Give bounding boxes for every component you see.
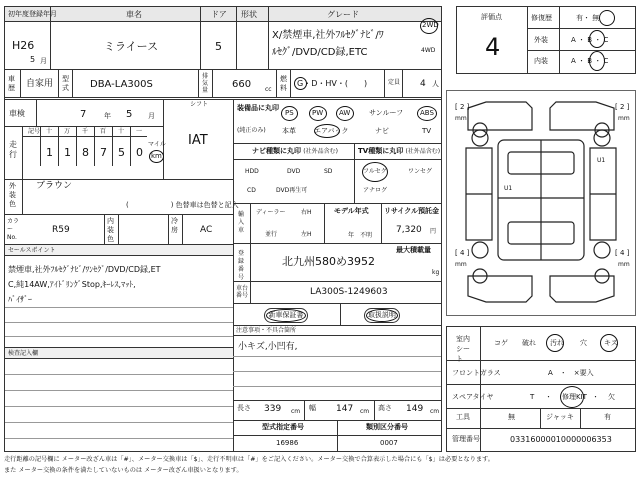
- disp-value: 660: [232, 79, 252, 90]
- shape-label: 形状: [241, 10, 257, 19]
- model-year-value: 年 不明: [348, 232, 373, 239]
- inspector-header: [5, 348, 233, 359]
- max-load-unit: kg: [432, 269, 440, 276]
- spare-sep1: ・: [545, 393, 552, 401]
- manual-badge: 取扱説明: [364, 308, 400, 323]
- equip-ps: PS: [285, 109, 294, 117]
- diag-2-right: [ 2 ]: [615, 103, 630, 111]
- footer-line2: また メーター交換の条件を満たしていないものは メーター改ざん車扱いとなります。: [4, 467, 243, 474]
- int-label: 内装: [534, 57, 548, 65]
- disp-unit: cc: [265, 86, 272, 93]
- import-label: 輸 入 車: [238, 211, 245, 234]
- cat-label: 類別区分番号: [366, 423, 408, 431]
- diag-mm-left-b: mm: [455, 261, 467, 268]
- navi-sd: SD: [324, 168, 333, 175]
- len-value: 339: [264, 404, 282, 414]
- name-label: 車名: [126, 10, 142, 19]
- new-car-warranty: 新車保証書: [264, 308, 308, 323]
- jack-label: ジャッキ: [546, 413, 574, 421]
- int-opts: A ・ B ・ C: [571, 57, 609, 65]
- shape-2wd: 2WD: [422, 21, 439, 29]
- cap-unit: 人: [432, 80, 439, 88]
- km-unit: km: [151, 152, 162, 160]
- mileage-digit: 1: [46, 146, 53, 159]
- diag-u1-b: U1: [504, 185, 513, 192]
- use-value: 自家用: [26, 79, 54, 89]
- tools-label: 工具: [456, 413, 470, 421]
- navi-cd: CD: [247, 187, 256, 194]
- color-no-value: R59: [52, 225, 70, 235]
- tv-label: TV種類に丸印 (社外品含む): [358, 147, 441, 155]
- navi-hdd: HDD: [245, 168, 259, 175]
- equipment-label: 装備品に丸印: [237, 104, 279, 112]
- tv-oneseg: ワンセグ: [408, 168, 433, 175]
- sales-label: セールスポイント: [8, 247, 56, 254]
- tv-fullseg: フルセグ: [363, 168, 387, 175]
- equip-airbag: エアバック: [314, 127, 349, 135]
- equipment-sub: (純正のみ): [237, 127, 266, 134]
- reg-month-value: 5: [30, 55, 36, 64]
- ext-label: 外装: [534, 36, 548, 44]
- len-label: 長さ: [237, 404, 251, 412]
- car-name-value: ミライース: [104, 40, 159, 53]
- spare-sep2: ・: [592, 393, 599, 401]
- ac-value: AC: [200, 225, 213, 235]
- diag-4-right: [ 4 ]: [615, 249, 630, 257]
- inspection-year-unit: 年: [104, 112, 111, 120]
- cap-value: 4: [420, 79, 426, 89]
- hgt-label: 高さ: [378, 404, 392, 412]
- mileage-header: 千: [82, 128, 89, 135]
- reg-month-unit: 月: [40, 57, 47, 65]
- tools-value: 無: [508, 413, 515, 421]
- equip-aw: AW: [339, 109, 351, 117]
- interior-item: キズ: [604, 339, 618, 347]
- inspection-label: 車検: [9, 109, 25, 118]
- mileage-digit: 1: [64, 146, 71, 159]
- notes-label: 注意事項・不具合箇所: [236, 327, 297, 334]
- import-left: 左H: [301, 231, 312, 238]
- color-no-label: カラー No.: [7, 218, 20, 241]
- inspection-month-unit: 月: [148, 112, 155, 120]
- import-right: 右H: [301, 209, 312, 216]
- fuel-value: G・D・HV・( ): [297, 79, 368, 88]
- mileage-label: 走 行: [9, 140, 17, 159]
- color-note: ( ) 色替車は色替と記入: [126, 201, 239, 209]
- hgt-value: 149: [406, 404, 424, 414]
- interior-scratch-circle: [600, 334, 618, 352]
- front-glass-label: フロントガラス: [452, 369, 501, 377]
- cert-value: 16986: [276, 439, 299, 447]
- len-unit: cm: [291, 408, 301, 415]
- ext-b-circle: [589, 30, 605, 48]
- sales-line1: 禁煙車,社外ﾌﾙｾｸﾞﾅﾋﾞ/ﾜﾝｾｸﾞ/DVD/CD録,ET: [8, 265, 161, 274]
- diag-mm-right-b: mm: [618, 261, 630, 268]
- warranty-circle: [266, 309, 306, 322]
- reg-no-label: 登 録 番 号: [238, 250, 245, 281]
- door-value: 5: [215, 40, 222, 53]
- ext-opts: A ・ B ・ C: [571, 36, 609, 44]
- mileage-header: 十: [46, 128, 53, 135]
- sales-line3: ﾊﾞｲｻﾞｰ: [8, 295, 32, 304]
- repair-label: 修復歴: [531, 14, 552, 22]
- spare-t: T: [530, 393, 535, 401]
- wid-value: 147: [336, 404, 354, 414]
- chassis-label: 車台 番号: [236, 285, 249, 299]
- recycle-unit: 円: [430, 228, 437, 235]
- type-label: 型 式: [62, 75, 69, 92]
- reg-year-label: 初年度登録年月: [8, 10, 57, 18]
- mgmt-value: 03316000010000006353: [510, 435, 612, 444]
- recycle-value: 7,320: [396, 225, 422, 235]
- mileage-header: 一: [136, 128, 143, 135]
- type-value: DBA-LA300S: [90, 79, 153, 90]
- shift-label: シフト: [190, 101, 209, 108]
- fuel-label: 燃 料: [280, 75, 287, 92]
- repair-opts: 有・ 無: [576, 14, 600, 22]
- mileage-header: 万: [64, 128, 71, 135]
- equip-abs: ABS: [420, 109, 434, 117]
- navi-label: ナビ種類に丸印 (社外品含む): [252, 147, 338, 155]
- shift-value: IAT: [188, 133, 208, 148]
- shape-4wd: 4WD: [421, 47, 436, 54]
- car-damage-diagram: [446, 90, 636, 316]
- cert-label: 型式指定番号: [262, 423, 304, 431]
- inspection-year: 7: [80, 109, 87, 120]
- diag-mm-left: mm: [455, 115, 467, 122]
- navi-dvd: DVD: [287, 168, 301, 175]
- notes-value: 小キズ,小凹有,: [238, 342, 298, 352]
- mileage-digit: 7: [100, 146, 107, 159]
- jack-value: 有: [604, 413, 611, 421]
- mileage-header: 百: [100, 128, 107, 135]
- spare-none: 欠: [608, 393, 615, 401]
- wid-label: 幅: [309, 404, 316, 412]
- interior-dirt-circle: [546, 334, 564, 352]
- spare-kit: 修理KIT: [562, 393, 587, 401]
- interior-item: コゲ: [494, 339, 508, 347]
- diag-4-left: [ 4 ]: [455, 249, 470, 257]
- interior-color-label: 内 装 色: [107, 217, 114, 243]
- footer-line1: 走行距離の記号欄に メーター改ざん車は「#」、メーター交換車は「$」、走行不明車は「#」をご記入ください。メーター交換で合算表示した場合にも「$」は必要となります。: [4, 456, 494, 463]
- score-value: 4: [485, 33, 501, 61]
- recycle-label: リサイクル預託金: [384, 207, 440, 215]
- grade-line1: X/禁煙車,社外ﾌﾙｾｸﾞﾅﾋﾞ/ﾜ: [272, 30, 384, 41]
- equip-pw: PW: [312, 109, 324, 117]
- hgt-unit: cm: [430, 408, 440, 415]
- diag-2-left: [ 2 ]: [455, 103, 470, 111]
- interior-label: 室内 シート: [456, 335, 470, 363]
- inspection-month: 5: [126, 109, 133, 120]
- front-glass-opts: A ・ ×要入: [548, 369, 594, 377]
- mile-unit: マイル: [148, 141, 166, 148]
- grade-label: グレード: [327, 10, 359, 19]
- mileage-digit: 8: [82, 146, 89, 159]
- sales-line2: C,純14AW,ｱｲﾄﾞﾘﾝｸﾞStop,ｷｰﾚｽ,ﾏｯﾄ,: [8, 280, 136, 289]
- use-label: 車 歴: [8, 75, 15, 92]
- mileage-digit: 0: [136, 146, 143, 159]
- model-year-label: モデル年式: [334, 207, 369, 215]
- mileage-digit: 5: [118, 146, 125, 159]
- color-value: ブラウン: [36, 181, 73, 191]
- chassis-value: LA300S-1249603: [310, 287, 388, 297]
- spare-label: スペアタイヤ: [452, 393, 494, 401]
- interior-item: 破れ: [522, 339, 536, 347]
- max-load-label: 最大積載量: [396, 246, 431, 254]
- equip-navi: ナビ: [375, 127, 389, 135]
- manual-circle: [366, 309, 398, 322]
- ac-label: 冷 房: [171, 217, 178, 234]
- mileage-header: 記号: [28, 128, 41, 135]
- mgmt-label: 管理番号: [452, 435, 480, 443]
- int-b-circle: [589, 51, 605, 71]
- interior-item: 穴: [580, 339, 587, 347]
- cap-label: 定員: [388, 79, 401, 86]
- import-parallel: 並行: [265, 231, 278, 238]
- interior-item: 汚れ: [550, 339, 564, 347]
- door-label: ドア: [211, 10, 227, 19]
- color-label: 外 装 色: [9, 182, 16, 208]
- cat-value: 0007: [380, 439, 398, 447]
- grade-line2: ﾙｾｸﾞ/DVD/CD録,ETC: [272, 47, 368, 58]
- import-dealer: ディーラー: [256, 209, 286, 216]
- equip-tv: TV: [422, 127, 432, 135]
- inspector-label: 検査記入欄: [8, 350, 39, 357]
- equip-leather: 本革: [282, 127, 296, 135]
- disp-label: 排 気 量: [202, 73, 209, 94]
- navi-dvd-play: DVD再生可: [276, 187, 308, 194]
- reg-no-value: 北九州580め3952: [282, 255, 375, 268]
- equip-sunroof: サンルーフ: [369, 109, 404, 117]
- tv-analog: アナログ: [363, 187, 388, 194]
- wid-unit: cm: [360, 408, 370, 415]
- mileage-header: 十: [118, 128, 125, 135]
- reg-year-value: H26: [12, 39, 35, 52]
- diag-u1-a: U1: [597, 157, 606, 164]
- score-label: 評価点: [481, 13, 502, 21]
- repair-none-circle: [599, 10, 615, 26]
- diag-mm-right: mm: [618, 115, 630, 122]
